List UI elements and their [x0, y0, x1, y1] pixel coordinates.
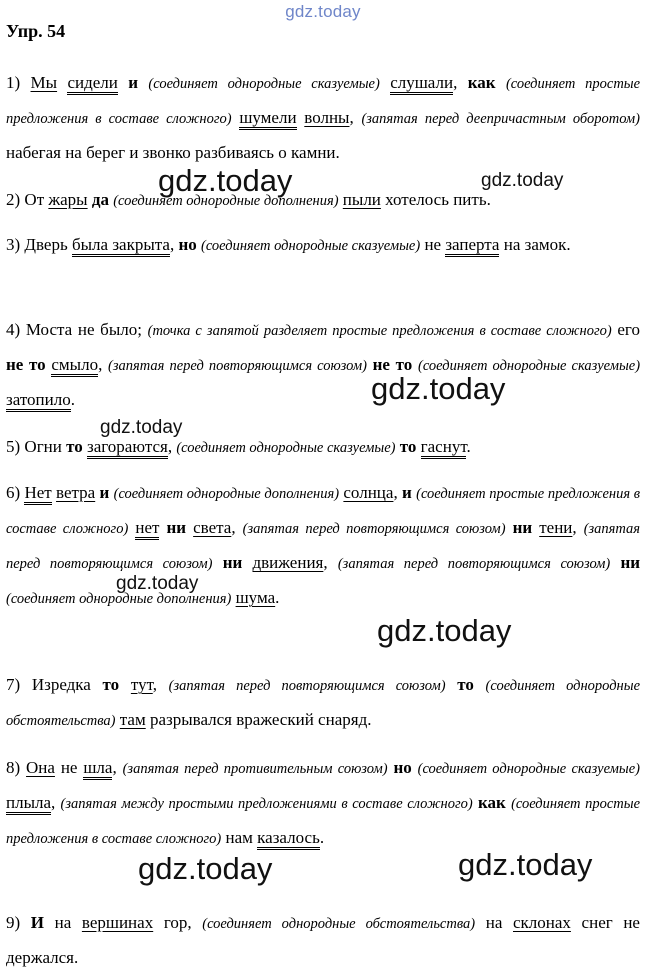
object: ветра — [56, 483, 96, 502]
predicate: нет — [135, 518, 159, 540]
punctuation: . — [319, 828, 325, 847]
text: нам — [221, 828, 258, 847]
predicate: шумели — [239, 108, 296, 130]
punctuation: , — [152, 675, 169, 694]
predicate: Нет — [24, 483, 51, 505]
explanation: (соединяет простые предложения в составе сложного) — [6, 76, 641, 127]
explanation: (запятая перед повторяющимся союзом) — [108, 358, 367, 374]
explanation: (соединяет однородные обстоятельства) — [202, 916, 476, 932]
explanation: (соединяет однородные обстоятельства) — [6, 678, 641, 729]
conjunction: то — [102, 675, 120, 694]
watermark: gdz.today — [100, 417, 183, 438]
sentence-number: 9) — [6, 913, 31, 932]
explanation: (соединяет однородные сказуемые) — [176, 440, 396, 456]
watermark: gdz.today — [158, 163, 293, 198]
explanation: (запятая перед деепричастным оборотом) — [361, 111, 641, 127]
conjunction: как — [477, 793, 506, 812]
conjunction: то — [66, 437, 83, 456]
object: движения — [252, 553, 324, 572]
text: набегая на берег и звонко разбиваясь о камни. — [6, 143, 340, 162]
conjunction: то — [399, 437, 417, 456]
conjunction: и — [402, 483, 412, 502]
object: пыли — [342, 190, 381, 209]
punctuation: , — [51, 793, 61, 812]
explanation: (соединяет однородные сказуемые) — [201, 238, 421, 254]
conjunction: то — [457, 675, 474, 694]
text: хотелось пить. — [380, 190, 491, 209]
text: 2) От — [6, 190, 49, 209]
text: 4) Моста не было; — [6, 320, 148, 339]
conjunction: не то — [372, 355, 413, 374]
explanation: (соединяет простые предложения в составе сложного) — [6, 796, 641, 847]
text: на — [44, 913, 82, 932]
adverbial: вершинах — [81, 913, 154, 932]
sentence-4 — [6, 313, 640, 417]
sentence-6 — [6, 476, 640, 616]
watermark: gdz.today — [481, 170, 564, 191]
object: шума — [235, 588, 276, 607]
explanation: (запятая перед повторяющимся союзом) — [168, 678, 446, 694]
conjunction: и — [128, 73, 139, 92]
predicate: слушали — [390, 73, 453, 95]
site-brand: gdz.today — [285, 2, 361, 21]
conjunction: ни — [512, 518, 533, 537]
conjunction: ни — [222, 553, 243, 572]
text: его — [611, 320, 640, 339]
explanation: (соединяет однородные сказуемые) — [148, 76, 380, 92]
punctuation: , — [453, 73, 458, 92]
explanation: (соединяет простые предложения в составе сложного) — [6, 486, 641, 537]
exercise-title: Упр. 54 — [6, 21, 66, 41]
text: 5) Огни — [6, 437, 67, 456]
punctuation: , — [231, 518, 243, 537]
explanation: (соединяет однородные дополнения) — [113, 486, 340, 502]
predicate: плыла — [6, 793, 51, 815]
predicate: казалось — [257, 828, 320, 850]
text: на — [475, 913, 513, 932]
predicate: заперта — [445, 235, 499, 257]
explanation: (запятая перед повторяющимся союзом) — [6, 521, 641, 572]
text: 7) Изредка — [6, 675, 103, 694]
punctuation: . — [70, 390, 75, 409]
sentence-8 — [6, 751, 640, 856]
predicate: смыло — [51, 355, 98, 377]
explanation: (запятая перед противительным союзом) — [122, 761, 388, 777]
conjunction: ни — [166, 518, 187, 537]
sentence-1 — [6, 66, 640, 170]
text: снег не держался. — [6, 913, 640, 967]
sentence-number: 8) — [6, 758, 27, 777]
punctuation: , — [167, 437, 177, 456]
punctuation: , — [323, 553, 338, 572]
watermark: gdz.today — [458, 847, 593, 882]
punctuation: . — [275, 588, 280, 607]
punctuation: , — [169, 235, 175, 254]
watermark: gdz.today — [371, 371, 506, 406]
text: не — [54, 758, 84, 777]
conjunction: ни — [620, 553, 641, 572]
subject: Мы — [30, 73, 58, 92]
conjunction: И — [30, 913, 45, 932]
subject: Она — [26, 758, 55, 777]
explanation: (запятая между простыми предложениями в составе сложного) — [60, 796, 473, 812]
text: гор, — [153, 913, 203, 932]
punctuation: , — [572, 518, 584, 537]
adverbial: там — [119, 710, 146, 729]
explanation: (запятая перед повторяющимся союзом) — [337, 556, 611, 572]
conjunction: не то — [6, 355, 46, 374]
sentence-number: 1) — [6, 73, 31, 92]
predicate: шла — [83, 758, 112, 780]
explanation: (соединяет однородные дополнения) — [113, 193, 339, 209]
predicate: сидели — [67, 73, 117, 95]
conjunction: и — [99, 483, 110, 502]
object: тени — [539, 518, 573, 537]
predicate: гаснут — [421, 437, 467, 459]
text: на замок. — [499, 235, 571, 254]
adverbial: тут — [130, 675, 153, 694]
text: не — [420, 235, 446, 254]
sentence-3 — [6, 228, 640, 263]
predicate: загораются — [87, 437, 168, 459]
object: жары — [48, 190, 88, 209]
conjunction: да — [91, 190, 109, 209]
subject: волны — [304, 108, 350, 127]
adverbial: склонах — [513, 913, 571, 932]
explanation: (запятая перед повторяющимся союзом) — [242, 521, 506, 537]
explanation: (точка с запятой разделяет простые предложения в составе сложного) — [147, 323, 612, 339]
sentence-7 — [6, 668, 640, 738]
object: света — [193, 518, 232, 537]
punctuation: . — [466, 437, 471, 456]
punctuation: , — [98, 355, 109, 374]
punctuation: , — [349, 108, 362, 127]
punctuation: , — [112, 758, 123, 777]
explanation: (соединяет однородные сказуемые) — [417, 761, 640, 777]
conjunction: но — [178, 235, 197, 254]
explanation: (соединяет однородные сказуемые) — [418, 358, 641, 374]
watermark: gdz.today — [377, 613, 512, 648]
sentence-number: 6) — [6, 483, 25, 502]
explanation: (соединяет однородные дополнения) — [6, 591, 232, 607]
watermark: gdz.today — [138, 851, 273, 886]
predicate: затопило — [6, 390, 71, 412]
watermark: gdz.today — [116, 573, 199, 594]
conjunction: как — [467, 73, 496, 92]
conjunction: но — [393, 758, 412, 777]
predicate: была закрыта — [72, 235, 170, 257]
text: 3) Дверь — [6, 235, 72, 254]
text: разрывался вражеский снаряд. — [145, 710, 372, 729]
object: солнца — [343, 483, 394, 502]
punctuation: , — [393, 483, 398, 502]
sentence-9 — [6, 906, 640, 975]
